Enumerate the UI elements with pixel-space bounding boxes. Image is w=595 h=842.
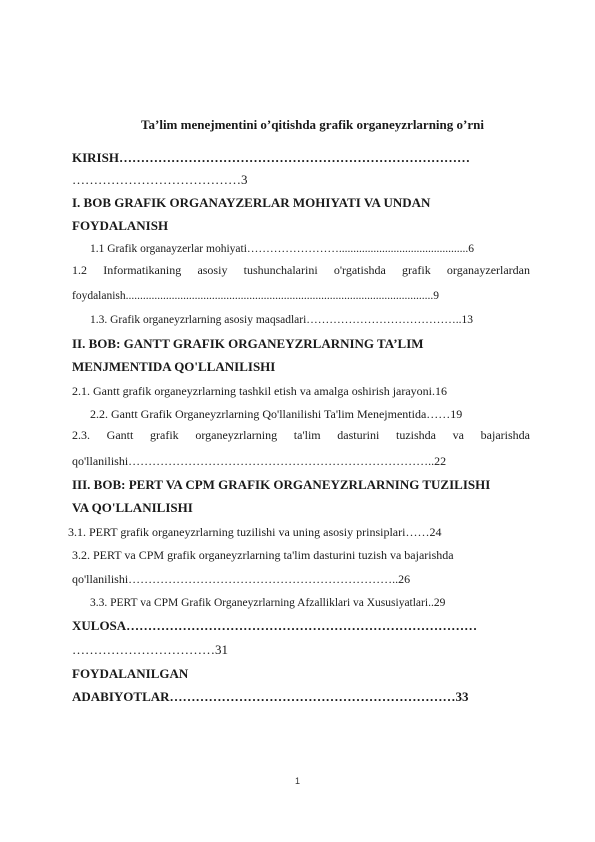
- toc-section-1-2-line1: 1.2 Informatikaning asosiy tushunchalarini o'rgatishda grafik organayzerlardan: [72, 263, 530, 277]
- toc-section-2-3-line2: qo'llanilishi…………………………………………………………………..22: [72, 454, 447, 468]
- toc-references-line2: ADABIYOTLAR…………………………………………………………33: [72, 689, 469, 704]
- toc-section-2-2: 2.2. Gantt Grafik Organeyzrlarning Qo'llanilishi Ta'lim Menejmentida……19: [90, 407, 463, 421]
- toc-section-3-3: 3.3. PERT va CPM Grafik Organeyzrlarning Afzalliklari va Xususiyatlari..29: [90, 597, 446, 609]
- toc-kirish-line2: …………………………………3: [72, 172, 248, 187]
- toc-section-3-2-line2: qo'llanilishi…………………………………………………………..26: [72, 572, 411, 586]
- toc-chapter-1-line2: FOYDALANISH: [72, 218, 169, 233]
- toc-section-1-1: 1.1 Grafik organayzerlar mohiyati…………………….............................................6: [90, 243, 475, 255]
- toc-chapter-3-line2: VA QO'LLANILISHI: [72, 500, 193, 515]
- toc-section-2-1: 2.1. Gantt grafik organeyzrlarning tashkil etish va amalga oshirish jarayoni.16: [72, 384, 448, 398]
- document-title: Ta’lim menejmentini o’qitishda grafik organeyzrlarning o’rni: [141, 117, 484, 132]
- toc-chapter-2-line2: MENJMENTIDA QO'LLANILISHI: [72, 359, 276, 374]
- toc-section-3-1: 3.1. PERT grafik organeyzrlarning tuzilishi va uning asosiy prinsiplari……24: [68, 525, 442, 539]
- toc-chapter-1-line1: I. BOB GRAFIK ORGANAYZERLAR MOHIYATI VA UNDAN: [72, 195, 431, 210]
- toc-chapter-2-line1: II. BOB: GANTT GRAFIK ORGANEYZRLARNING TA’LIM: [72, 336, 424, 351]
- toc-section-2-3-line1: 2.3. Gantt grafik organeyzrlarning ta'lim dasturini tuzishda va bajarishda: [72, 428, 530, 442]
- toc-section-3-2-line1: 3.2. PERT va CPM grafik organeyzrlarning ta'lim dasturini tuzish va bajarishda: [72, 548, 454, 562]
- toc-references-line1: FOYDALANILGAN: [72, 666, 189, 681]
- toc-xulosa-line2: ……………………………31: [72, 642, 228, 657]
- toc-kirish-line1: KIRISH………………………………………………………………………: [72, 150, 470, 165]
- toc-section-1-2-line2: foydalanish...........................................................................................................9: [72, 290, 440, 302]
- toc-chapter-3-line1: III. BOB: PERT VA CPM GRAFIK ORGANEYZRLARNING TUZILISHI: [72, 477, 491, 492]
- toc-section-1-3: 1.3. Grafik organeyzrlarning asosiy maqsadlari…………………………………..13: [90, 314, 474, 326]
- toc-xulosa-line1: XULOSA………………………………………………………………………: [72, 618, 478, 633]
- page-number: 1: [294, 776, 300, 786]
